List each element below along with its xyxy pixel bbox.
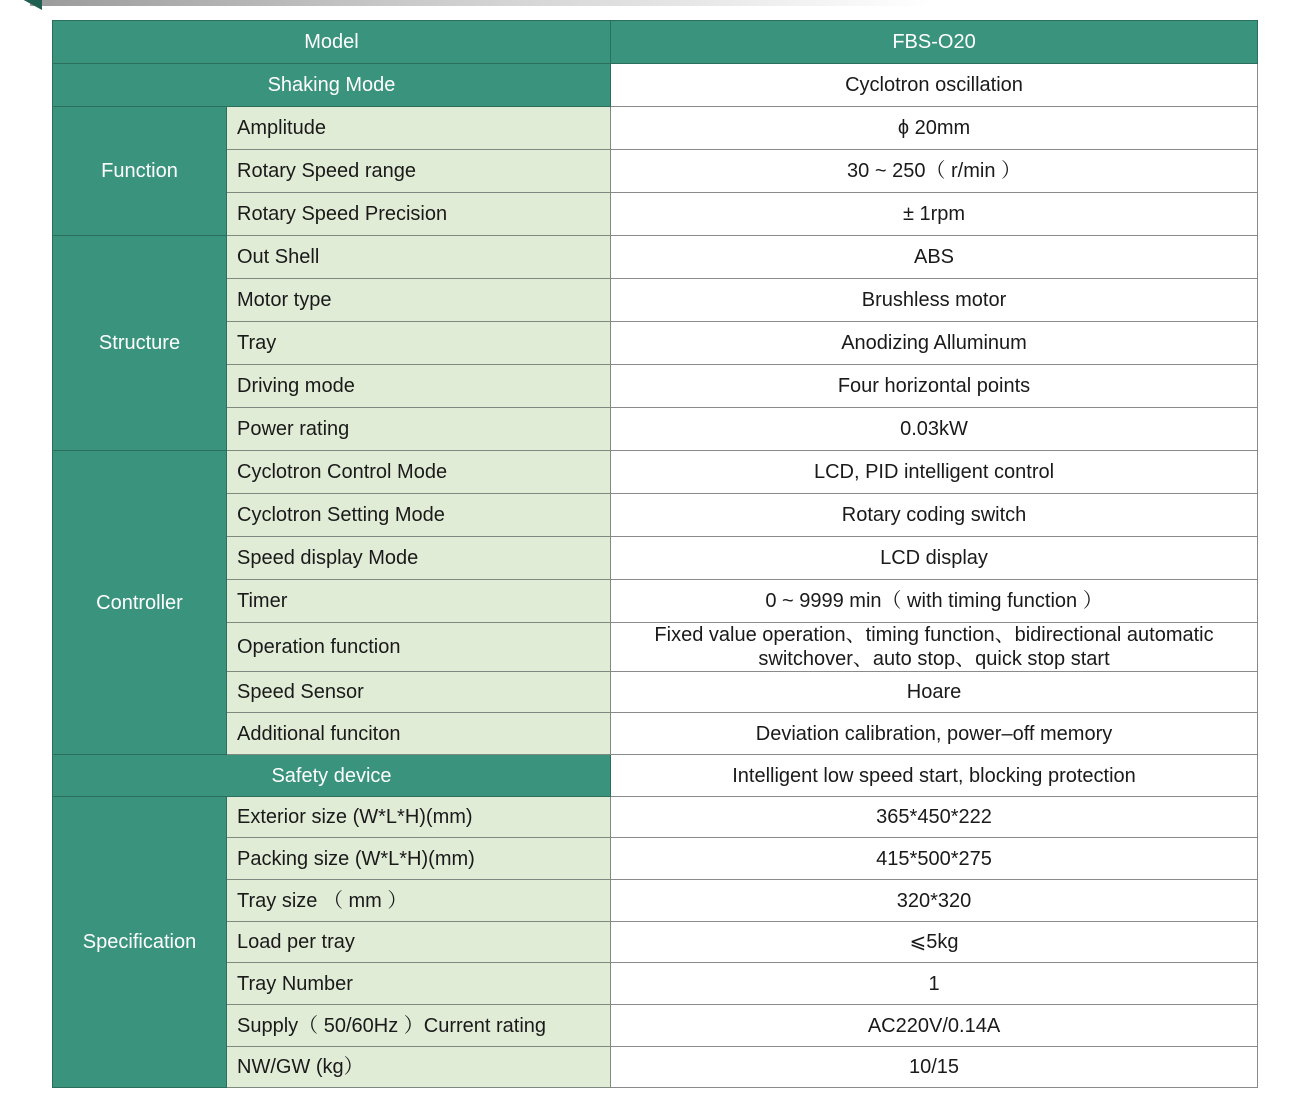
table-row <box>53 922 1258 963</box>
spec-value: 10/15 <box>611 1047 1258 1088</box>
spec-label: Timer <box>227 580 611 623</box>
spec-value: AC220V/0.14A <box>611 1005 1258 1047</box>
group-label: Structure <box>53 236 227 451</box>
table-row <box>53 963 1258 1005</box>
spec-value: LCD display <box>611 537 1258 580</box>
spec-label: Rotary Speed Precision <box>227 193 611 236</box>
decorative-corner <box>20 0 42 10</box>
spec-value: LCD, PID intelligent control <box>611 451 1258 494</box>
spec-label: Cyclotron Setting Mode <box>227 494 611 537</box>
spec-label: Speed Sensor <box>227 672 611 713</box>
spec-value: 30 ~ 250（ r/min ） <box>611 150 1258 193</box>
table-row <box>53 365 1258 408</box>
safety-device-row <box>53 755 1258 797</box>
spec-label: Tray size （ mm ） <box>227 880 611 922</box>
shaking-mode-label: Shaking Mode <box>53 64 611 107</box>
table-row <box>53 880 1258 922</box>
table-row <box>53 713 1258 755</box>
table-row <box>53 1005 1258 1047</box>
spec-label: Packing size (W*L*H)(mm) <box>227 838 611 880</box>
table-row <box>53 623 1258 672</box>
spec-value: Deviation calibration, power–off memory <box>611 713 1258 755</box>
model-value: FBS-O20 <box>611 21 1258 64</box>
spec-value: Rotary coding switch <box>611 494 1258 537</box>
spec-label: Load per tray <box>227 922 611 963</box>
spec-value: Hoare <box>611 672 1258 713</box>
spec-label: Out Shell <box>227 236 611 279</box>
spec-value: Anodizing Alluminum <box>611 322 1258 365</box>
table-row <box>53 150 1258 193</box>
group-label: Specification <box>53 797 227 1088</box>
spec-label: Supply（ 50/60Hz ）Current rating <box>227 1005 611 1047</box>
spec-value: ABS <box>611 236 1258 279</box>
table-row <box>53 494 1258 537</box>
table-row <box>53 1047 1258 1088</box>
shaking-mode-value: Cyclotron oscillation <box>611 64 1258 107</box>
table-row <box>53 107 1258 150</box>
spec-value: 415*500*275 <box>611 838 1258 880</box>
spec-label: Rotary Speed range <box>227 150 611 193</box>
model-label: Model <box>53 21 611 64</box>
table-row <box>53 838 1258 880</box>
decorative-banner <box>30 0 930 6</box>
table-row <box>53 322 1258 365</box>
spec-label: Tray Number <box>227 963 611 1005</box>
group-label: Function <box>53 107 227 236</box>
table-row <box>53 236 1258 279</box>
table-row <box>53 797 1258 838</box>
spec-label: Operation function <box>227 623 611 672</box>
spec-value: ± 1rpm <box>611 193 1258 236</box>
spec-label: Speed display Mode <box>227 537 611 580</box>
spec-value: Four horizontal points <box>611 365 1258 408</box>
spec-value: 0.03kW <box>611 408 1258 451</box>
spec-value: 1 <box>611 963 1258 1005</box>
model-row <box>53 21 1258 64</box>
spec-value: ϕ 20mm <box>611 107 1258 150</box>
spec-table <box>52 20 1258 1088</box>
spec-label: Power rating <box>227 408 611 451</box>
spec-value: Brushless motor <box>611 279 1258 322</box>
safety-device-label: Safety device <box>53 755 611 797</box>
table-row <box>53 279 1258 322</box>
spec-label: Driving mode <box>227 365 611 408</box>
spec-label: Motor type <box>227 279 611 322</box>
spec-value: 365*450*222 <box>611 797 1258 838</box>
safety-device-value: Intelligent low speed start, blocking protection <box>611 755 1258 797</box>
table-row <box>53 193 1258 236</box>
table-row <box>53 580 1258 623</box>
group-label: Controller <box>53 451 227 755</box>
spec-value: ⩽5kg <box>611 922 1258 963</box>
table-row <box>53 537 1258 580</box>
spec-label: Cyclotron Control Mode <box>227 451 611 494</box>
spec-label: Tray <box>227 322 611 365</box>
table-row <box>53 672 1258 713</box>
spec-value: Fixed value operation、timing function、bidirectional automatic switchover、auto stop、quick stop start <box>611 623 1258 672</box>
spec-value: 0 ~ 9999 min（ with timing function ） <box>611 580 1258 623</box>
spec-label: Additional funciton <box>227 713 611 755</box>
spec-value: 320*320 <box>611 880 1258 922</box>
shaking-mode-row <box>53 64 1258 107</box>
spec-label: Amplitude <box>227 107 611 150</box>
table-row <box>53 408 1258 451</box>
spec-label: Exterior size (W*L*H)(mm) <box>227 797 611 838</box>
table-row <box>53 451 1258 494</box>
spec-label: NW/GW (kg） <box>227 1047 611 1088</box>
